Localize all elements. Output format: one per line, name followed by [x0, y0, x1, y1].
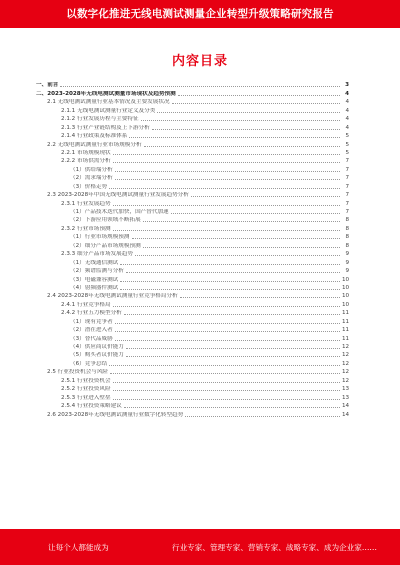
toc-entry-page: 8	[345, 225, 349, 232]
toc-entry[interactable]	[36, 89, 349, 97]
toc-entry-page: 11	[342, 310, 350, 317]
toc-entry[interactable]	[36, 98, 349, 106]
toc-entry[interactable]	[36, 284, 349, 292]
toc-entry[interactable]	[36, 123, 349, 131]
toc-entry[interactable]	[36, 385, 349, 393]
toc-entry-text: 2.5.4 行业投资策略建议	[61, 403, 122, 410]
toc-leader-dots	[185, 416, 340, 417]
toc-entry[interactable]	[36, 267, 349, 275]
table-of-contents	[36, 81, 349, 419]
toc-entry-text: 2.3.2 行业市场预测	[61, 225, 111, 232]
toc-title: 内容目录	[171, 54, 228, 69]
toc-entry[interactable]	[36, 359, 349, 367]
toc-entry-text: 2.5 行业投资机会与风险	[47, 369, 109, 376]
toc-entry-page: 5	[345, 149, 349, 156]
toc-entry-text: （1）无线通信测试	[70, 259, 119, 266]
toc-entry[interactable]	[36, 81, 349, 89]
toc-leader-dots	[115, 340, 340, 341]
toc-entry[interactable]	[36, 376, 349, 384]
toc-entry-text: 2.1 无线电测试测量行业基本情况及主要发展状况	[47, 99, 170, 106]
toc-entry-text: 2.3 2023-2028年中国无线电测试测量行业发展趋势分析	[47, 192, 189, 199]
toc-entry[interactable]	[36, 106, 349, 114]
toc-leader-dots	[113, 230, 340, 231]
toc-entry-page: 9	[345, 251, 349, 258]
toc-leader-dots	[113, 382, 340, 383]
toc-leader-dots	[115, 171, 340, 172]
toc-entry-text: 一、前言	[36, 82, 59, 89]
toc-entry-page: 5	[345, 133, 349, 140]
toc-entry-page: 3	[345, 82, 349, 89]
toc-entry-page: 4	[345, 124, 349, 131]
toc-entry-page: 11	[342, 327, 350, 334]
toc-entry-text: （1）供给端分析	[70, 166, 113, 173]
toc-entry-page: 10	[342, 301, 350, 308]
toc-entry-page: 13	[342, 394, 350, 401]
toc-leader-dots	[109, 188, 340, 189]
toc-entry-text: （2）需求端分析	[70, 175, 113, 182]
toc-entry-text: （1）行业市场规模预测	[70, 234, 130, 241]
toc-leader-dots	[126, 356, 340, 357]
toc-entry-page: 12	[342, 344, 350, 350]
toc-entry-page: 10	[342, 276, 350, 283]
toc-entry-page: 7	[345, 200, 349, 207]
toc-entry-page: 14	[342, 411, 350, 418]
toc-entry[interactable]	[36, 174, 349, 182]
toc-entry-text: （3）替代品威胁	[70, 335, 113, 342]
toc-entry[interactable]	[36, 182, 349, 190]
toc-entry-page: 4	[345, 116, 349, 123]
toc-entry-text: 2.5.1 行业投资机会	[61, 377, 111, 384]
toc-entry-page: 4	[345, 99, 349, 106]
toc-entry[interactable]	[36, 140, 349, 148]
toc-leader-dots	[180, 297, 340, 298]
toc-entry-page: 12	[342, 377, 350, 384]
toc-entry-page: 7	[345, 183, 349, 190]
footer-slogan: 让每个人都能成为	[48, 542, 109, 552]
toc-entry[interactable]	[36, 326, 349, 334]
toc-entry-page: 7	[345, 166, 349, 173]
toc-leader-dots	[135, 255, 340, 256]
toc-leader-dots	[113, 154, 340, 155]
toc-entry-text: （2）下游应用领域不断拓展	[70, 217, 141, 224]
toc-leader-dots	[157, 112, 340, 113]
toc-leader-dots	[120, 281, 340, 282]
toc-entry[interactable]	[36, 410, 349, 418]
toc-entry[interactable]	[36, 402, 349, 410]
footer-banner	[0, 529, 400, 565]
toc-entry[interactable]	[36, 115, 349, 123]
toc-leader-dots	[132, 238, 341, 239]
toc-leader-dots	[109, 365, 340, 366]
toc-entry[interactable]	[36, 334, 349, 342]
toc-entry[interactable]	[36, 132, 349, 140]
toc-entry-page: 14	[342, 403, 350, 410]
toc-leader-dots	[120, 264, 340, 265]
toc-entry-text: （5）购买者议价能力	[70, 352, 124, 359]
toc-entry-text: （2）细分产品市场规模预测	[70, 242, 141, 249]
toc-entry[interactable]	[36, 208, 349, 216]
toc-entry-text: 2.4.2 行业五力模型分析	[61, 310, 122, 317]
toc-leader-dots	[115, 179, 340, 180]
toc-entry[interactable]	[36, 317, 349, 325]
toc-leader-dots	[124, 314, 340, 315]
toc-leader-dots	[126, 272, 340, 273]
toc-leader-dots	[129, 137, 340, 138]
toc-entry[interactable]	[36, 309, 349, 317]
toc-entry-text: 2.2.2 市场供需分析	[61, 158, 111, 165]
toc-entry[interactable]	[36, 300, 349, 308]
toc-leader-dots	[144, 146, 340, 147]
toc-entry-text: （2）潜在进入者	[70, 327, 113, 334]
toc-entry[interactable]	[36, 275, 349, 283]
toc-leader-dots	[143, 247, 340, 248]
toc-leader-dots	[113, 399, 340, 400]
toc-leader-dots	[178, 95, 340, 96]
toc-entry[interactable]	[36, 233, 349, 241]
toc-leader-dots	[141, 120, 340, 121]
toc-entry[interactable]	[36, 149, 349, 157]
toc-leader-dots	[113, 390, 340, 391]
toc-entry[interactable]	[36, 343, 349, 351]
toc-leader-dots	[172, 103, 340, 104]
report-title: 以数字化推进无线电测试测量企业转型升级策略研究报告	[66, 8, 334, 20]
toc-entry[interactable]	[36, 191, 349, 199]
toc-entry-page: 5	[345, 141, 349, 148]
toc-leader-dots	[113, 162, 340, 163]
toc-entry-text: 2.1.2 行业发展历程与主要特征	[61, 116, 139, 123]
toc-entry-page: 12	[342, 360, 350, 367]
toc-entry[interactable]	[36, 393, 349, 401]
toc-entry-page: 7	[345, 175, 349, 182]
toc-entry-text: （1）现有竞争者	[70, 318, 113, 325]
toc-entry-page: 13	[342, 386, 350, 393]
toc-leader-dots	[113, 306, 340, 307]
toc-entry-page: 4	[345, 90, 349, 97]
toc-entry-page: 11	[342, 335, 350, 342]
toc-entry-text: 2.3.1 行业发展趋势	[61, 200, 111, 207]
toc-entry[interactable]	[36, 241, 349, 249]
toc-entry[interactable]	[36, 258, 349, 266]
toc-leader-dots	[191, 196, 340, 197]
toc-leader-dots	[113, 205, 340, 206]
toc-entry-text: （4）射频器件测试	[70, 284, 119, 291]
toc-entry-page: 10	[342, 284, 350, 291]
toc-entry-page: 7	[345, 158, 349, 165]
toc-entry[interactable]	[36, 157, 349, 165]
toc-entry-text: （4）供应商议价能力	[70, 344, 124, 350]
toc-entry-text: 2.2.1 市场规模现状	[61, 149, 111, 156]
toc-leader-dots	[124, 407, 340, 408]
toc-entry-text: （1）产品技术迭代加快，国产替代加速	[70, 209, 169, 215]
toc-entry[interactable]	[36, 165, 349, 173]
toc-entry-text: 2.4.1 行业竞争格局	[61, 301, 111, 308]
toc-entry[interactable]	[36, 351, 349, 359]
toc-leader-dots	[143, 221, 340, 222]
toc-entry-text: （2）频谱监测与分析	[70, 268, 124, 275]
toc-entry-page: 7	[345, 192, 349, 199]
toc-leader-dots	[60, 86, 340, 87]
toc-entry-page: 9	[345, 259, 349, 266]
toc-entry[interactable]	[36, 292, 349, 300]
toc-entry-text: 二、2023-2028年无线电测试测量市场现状及趋势预测	[36, 90, 176, 97]
toc-leader-dots	[115, 331, 340, 332]
toc-entry-text: （3）价格走势	[70, 183, 108, 190]
toc-entry-page: 9	[345, 268, 349, 275]
toc-entry-text: 2.6 2023-2028年无线电测试测量行业数字化转型趋势	[47, 411, 184, 418]
toc-entry-page: 8	[345, 242, 349, 249]
toc-entry-text: 2.1.4 行业政策及标准体系	[61, 133, 128, 140]
toc-entry-text: 2.1.1 无线电测试测量行业定义及分类	[61, 107, 156, 114]
toc-leader-dots	[120, 289, 340, 290]
toc-entry-text: 2.4 2023-2028年无线电测试测量行业竞争格局分析	[47, 293, 178, 300]
toc-entry-text: （6）竞争总结	[70, 360, 108, 367]
toc-leader-dots	[171, 213, 340, 214]
toc-leader-dots	[126, 348, 340, 349]
toc-entry-page: 8	[345, 217, 349, 224]
toc-entry[interactable]	[36, 368, 349, 376]
toc-entry-text: 2.3.3 细分产品市场发展趋势	[61, 251, 133, 258]
toc-entry[interactable]	[36, 250, 349, 258]
toc-entry-page: 7	[345, 209, 349, 215]
toc-leader-dots	[110, 373, 340, 374]
toc-entry-text: 2.1.3 行业产业链结构及上下游分析	[61, 124, 150, 131]
toc-entry-text: 2.2 无线电测试测量行业市场规模分析	[47, 141, 142, 148]
toc-entry-text: （3）电磁兼容测试	[70, 276, 119, 283]
toc-entry-text: 2.5.2 行业投资风险	[61, 386, 111, 393]
toc-entry-page: 12	[342, 369, 350, 376]
toc-entry-page: 12	[342, 352, 350, 359]
toc-entry-text: 2.5.3 行业进入壁垒	[61, 394, 111, 401]
report-header	[0, 0, 400, 28]
toc-entry-page: 4	[345, 107, 349, 114]
toc-entry-page: 10	[342, 293, 350, 300]
toc-leader-dots	[152, 129, 340, 130]
toc-entry[interactable]	[36, 216, 349, 224]
toc-entry-page: 8	[345, 234, 349, 241]
toc-entry[interactable]	[36, 224, 349, 232]
toc-entry[interactable]	[36, 199, 349, 207]
footer-roles: 行业专家、管理专家、营销专家、战略专家、成为企业家……	[172, 542, 378, 552]
toc-entry-page: 11	[342, 318, 350, 325]
toc-leader-dots	[115, 323, 340, 324]
